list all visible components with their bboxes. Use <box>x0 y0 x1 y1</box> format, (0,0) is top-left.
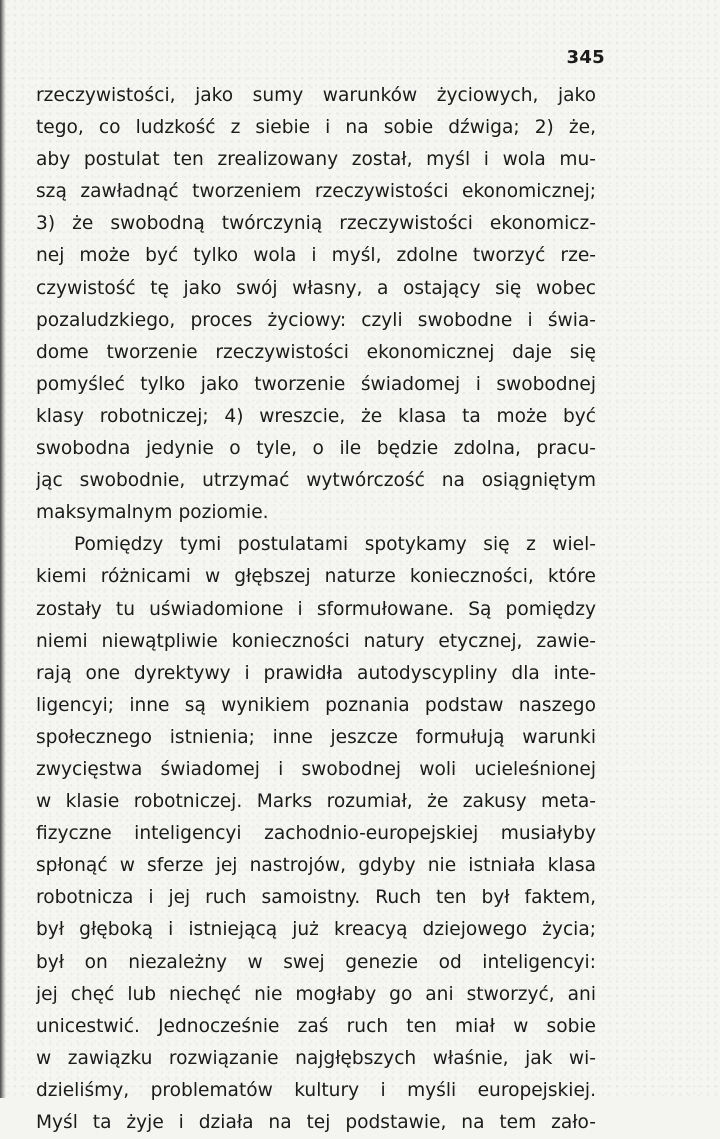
text-line: dome tworzenie rzeczywistości ekonomicznej daje się <box>36 341 596 363</box>
text-line: aby postulat ten zrealizowany został, myśl i wola mu- <box>36 149 596 171</box>
text-line: rzeczywistości, jako sumy warunków życiowych, jako <box>36 85 596 106</box>
text-line: unicestwić. Jednocześnie zaś ruch ten miał w sobie <box>36 1015 596 1037</box>
text-line: tego, co ludzkość z siebie i na sobie dźwiga; 2) że, <box>36 117 596 139</box>
text-line: w klasie robotniczej. Marks rozumiał, że zakusy meta- <box>36 791 596 813</box>
text-line: klasy robotniczej; 4) wreszcie, że klasa ta może być <box>36 405 596 427</box>
text-line: fizyczne inteligencyi zachodnio-europejskiej musiałyby <box>36 823 596 845</box>
page-binding-edge <box>0 0 6 1098</box>
text-line: zostały tu uświadomione i sformułowane. Są pomiędzy <box>36 598 596 620</box>
text-line: społecznego istnienia; inne jeszcze formułują warunki <box>36 726 596 748</box>
text-line: w zawiązku rozwiązanie najgłębszych właśnie, jak wi- <box>36 1047 596 1069</box>
text-line: pozaludzkiego, proces życiowy: czyli swobodne i świa- <box>36 309 596 331</box>
text-line: był on niezależny w swej genezie od inteligencyi: <box>36 951 596 973</box>
text-line: ligencyi; inne są wynikiem poznania podstaw naszego <box>36 694 596 716</box>
text-line: zwycięstwa świadomej i swobodnej woli ucieleśnionej <box>36 758 596 780</box>
paragraph-first-line: Pomiędzy tymi postulatami spotykamy się z wiel- <box>74 534 596 556</box>
text-line: jąc swobodnie, utrzymać wytwórczość na osiągniętym <box>36 470 596 492</box>
text-line: szą zawładnąć tworzeniem rzeczywistości ekonomicznej; <box>36 181 596 203</box>
text-line: Myśl ta żyje i działa na tej podstawie, na tem zało- <box>36 1112 596 1133</box>
text-line: 3) że swobodną twórczynią rzeczywistości ekonomicz- <box>36 213 596 235</box>
text-line: nej może być tylko wola i myśl, zdolne tworzyć rze- <box>36 245 596 267</box>
paragraph-end-line: maksymalnym poziomie. <box>36 502 269 524</box>
text-line: robotnicza i jej ruch samoistny. Ruch ten był faktem, <box>36 887 596 909</box>
text-line: swobodna jedynie o tyle, o ile będzie zdolna, pracu- <box>36 438 596 460</box>
page-number: 345 <box>566 47 605 68</box>
text-line: pomyśleć tylko jako tworzenie świadomej i swobodnej <box>36 373 596 395</box>
text-line: rają one dyrektywy i prawidła autodyscypliny dla inte- <box>36 662 596 684</box>
text-line: był głęboką i istniejącą już kreacyą dziejowego życia; <box>36 919 596 941</box>
text-line: kiemi różnicami w głębszej naturze konieczności, które <box>36 566 596 588</box>
text-line: niemi niewątpliwie konieczności natury etycznej, zawie- <box>36 630 596 652</box>
text-line: jej chęć lub niechęć nie mogłaby go ani stworzyć, ani <box>36 983 596 1005</box>
text-line: czywistość tę jako swój własny, a ostający się wobec <box>36 277 596 299</box>
body-text <box>36 80 596 1139</box>
text-line: spłonąć w sferze jej nastrojów, gdyby nie istniała klasa <box>36 855 596 877</box>
text-line: dzieliśmy, problematów kultury i myśli europejskiej. <box>36 1079 596 1101</box>
